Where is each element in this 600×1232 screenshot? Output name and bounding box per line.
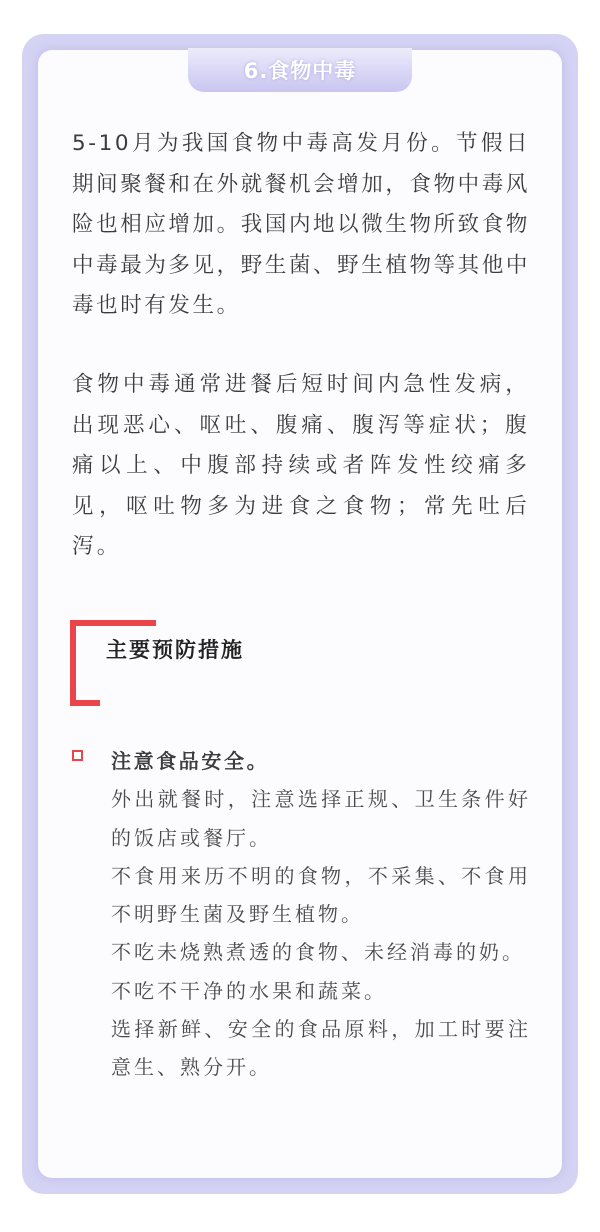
bullet-square-icon <box>72 750 83 761</box>
list-item: 不吃不干净的水果和蔬菜。 <box>111 978 387 1003</box>
title-tab <box>188 48 412 92</box>
list-item: 外出就餐时，注意选择正规、卫生条件好的饭店或餐厅。 <box>111 787 531 850</box>
page-title: 6.食物中毒 <box>243 59 357 83</box>
list-item: 不食用来历不明的食物，不采集、不食用不明野生菌及野生植物。 <box>111 863 531 927</box>
list-item: 选择新鲜、安全的食品原料，加工时要注意生、熟分开。 <box>111 1017 531 1080</box>
symptoms-paragraph: 食物中毒通常进餐后短时间内急性发病，出现恶心、呕吐、腹痛、腹泻等症状；腹痛以上、中腹部持续或者阵发性绞痛多见，呕吐物多为进食之食物；常先吐后泻。 <box>72 372 530 559</box>
intro-paragraph: 5-10月为我国食物中毒高发月份。节假日期间聚餐和在外就餐机会增加，食物中毒风险也相应增加。我国内地以微生物所致食物中毒最为多见，野生菌、野生植物等其他中毒也时有发生。 <box>72 131 530 318</box>
list-item: 不吃未烧熟煮透的食物、未经消毒的奶。 <box>111 940 525 965</box>
measures-list <box>111 742 531 1087</box>
section-heading: 主要预防措施 <box>106 638 244 662</box>
measures-title: 注意食品安全。 <box>111 749 270 773</box>
